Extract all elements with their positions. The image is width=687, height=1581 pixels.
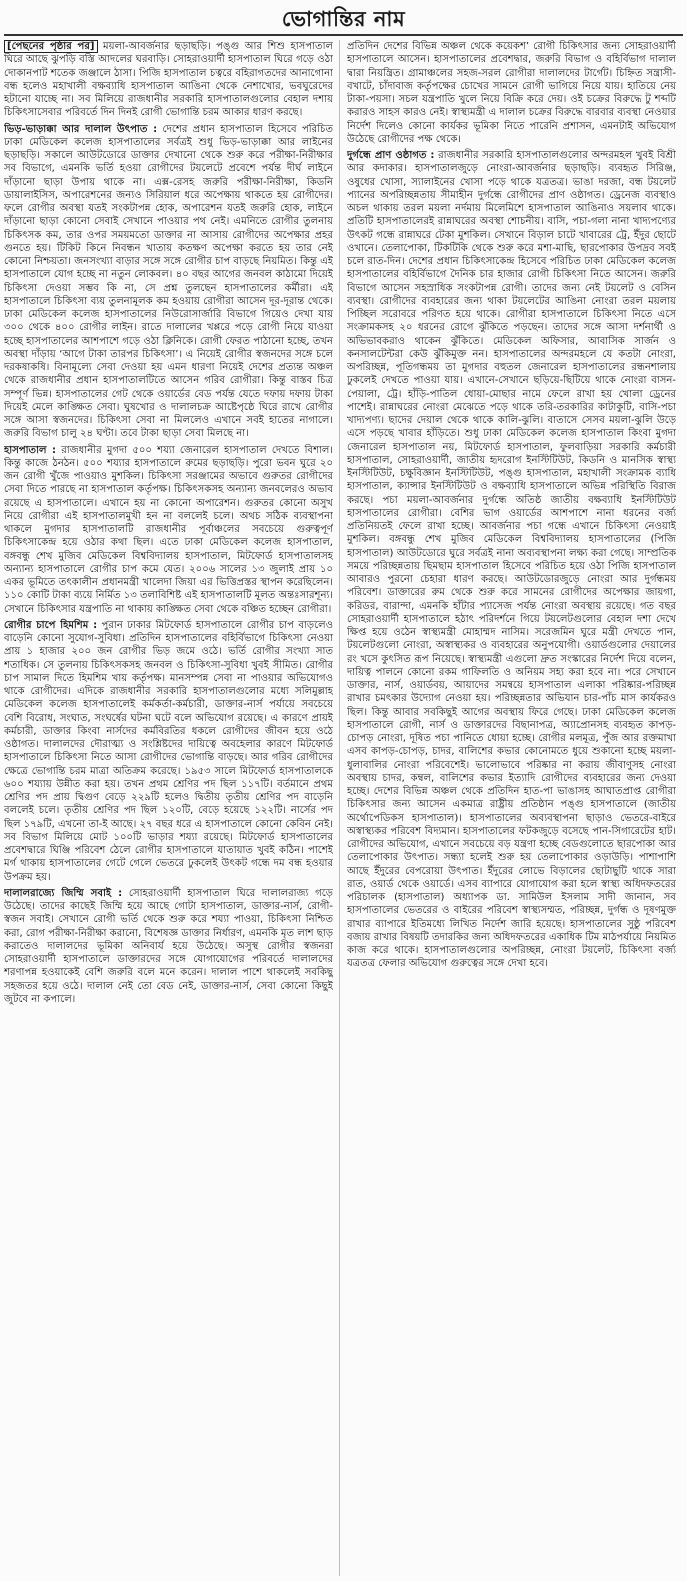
left-column [4, 40, 333, 1576]
right-column [347, 40, 676, 1576]
page-title: ভোগান্তির নাম [281, 7, 406, 31]
paragraph-text: দেশের প্রধান হাসপাতাল হিসেবে পরিচিত ঢাকা মেডিকেল কলেজ হাসপাতালের সর্বত্রই শুধু ভিড়-ভাড়াক্কা আর লাইনের ছড়াছড়ি। সকালে আউটডোরে ডাক্তার দেখানো থেকে শুরু করে পরীক্ষা-নিরীক্ষার সব বিভাগে, এমনকি ভর্তি হওয়া রোগীদের টয়লেটে প্রবেশে পর্যন্ত দীর্ঘ লাইনে দাঁড়ানো ছাড়া উপায় থাকে না। এক্স-রেসহ জরুরি পরীক্ষা-নিরীক্ষা, কিডনি ডায়ালাইসিস, অপারেশনের জন্যও সিরিয়াল ধরে অপেক্ষায় থাকতে হয় রোগীদের। ফলে রোগীর অবস্থা যতই সংকটাপন্ন হোক, অপারেশন যতই জরুরি হোক, লাইনে দাঁড়ানো ছাড়া কোনো সেবাই সেখানে পাওয়ার পথ নেই। এমনিতে রোগীর তুলনায় চিকিৎসক কম, তার ওপর সময়মতো ডাক্তার না আসায় রোগীদের অপেক্ষার প্রহর গুনতে হয়। টিকিট কিনে নিবন্ধন খাতায় কতক্ষণ অপেক্ষা করতে হয় তার নেই কোনো নিশ্চয়তা। জনসংখ্যা বাড়ার সঙ্গে সঙ্গে রোগীর চাপ বাড়ছে নিয়মিত। কিন্তু এই হাসপাতালে যোগ হচ্ছে না নতুন লোকবল। ৪০ বছর আগের জনবল কাঠামো দিয়েই চিকিৎসা দেওয়া সম্ভব কি না, সে প্রশ্ন তুলছেন হাসপাতালের কর্মীরা। এই হাসপাতালে চিকিৎসা ব্যয় তুলনামূলক কম হওয়ায় রোগীরা আসেন দূর-দূরান্ত থেকে। ঢাকা মেডিকেল কলেজ হাসপাতালের নিউরোসার্জারি বিভাগে গিয়েও দেখা যায় ৩০০ থেকে ৪০০ রোগীর লাইন। রাতে দালালের খপ্পরে পড়ে রোগী নিয়ে যাওয়া হচ্ছে হাসপাতালের আশপাশে গড়ে ওঠা ক্লিনিকে। রোগী ফেরত পাঠানো হচ্ছে, তখন অবস্থা দাঁড়ায় ‘আগে টাকা তারপর চিকিৎসা’। এ নিয়েই রোগীর স্বজনদের সঙ্গে চলে দরকষাকষি। বিনামূল্যে সেবা দেওয়া হয় এমন ধারণা নিয়েই দেশের প্রত্যন্ত অঞ্চল থেকে রাজধানীর প্রধান হাসপাতালটিতে আসেন গরিব রোগীরা। কিন্তু বাস্তব চিত্র সম্পূর্ণ ভিন্ন। হাসপাতালের গেট থেকে ওয়ার্ডের বেড পর্যন্ত যেতে দফায় দফায় টাকা দিয়েই মেলে কাঙ্ক্ষিত সেবা। ঘুষখোর ও দালালচক্র আষ্টেপৃষ্ঠে ঘিরে রাখে রোগীর সঙ্গে আসা স্বজনদের। চিকিৎসা সেবা না মিললেও এখানে সবই হাতের নাগালে। জরুরি বিভাগ চালু ২৪ ঘণ্টা। তবে টাকা ছাড়া সেবা মিলছে না। [4, 123, 333, 440]
paragraph-text: রাজধানীর সরকারি হাসপাতালগুলোর অন্দরমহল খুবই বিশ্রী আর কদাকার। হাসপাতালজুড়ে নোংরা-আবর্জনার ছড়াছড়ি। ব্যবহৃত সিরিঞ্জ, ওষুধের খোসা, স্যালাইনের খোসা পড়ে থাকে যত্রতত্র। ভাঙা দরজা, বন্ধ টয়লেট প্যানের অপরিচ্ছন্নতায় সীমাহীন দুর্গন্ধে রোগীদের প্রাণ ওষ্ঠাগত। ড্রেনেজ ব্যবস্থাও অচল থাকায় তরল ময়লা নর্দমায় মিলেমিশে হাসপাতাল আঙিনাও সয়লাব থাকে। প্রতিটি হাসপাতালেরই রান্নাঘরের অবস্থা শোচনীয়। বাসি, পচা-গলা নানা খাদ্যপণ্যের উৎকট গন্ধে রান্নাঘরে টেকা মুশকিল। সেখানে বিড়াল চাটে খাবারের ট্রে, ইঁদুর ছোটে ওখানে। তেলাপোকা, টিকটিকি থেকে শুরু করে মশা-মাছি, ছারপোকার উপদ্রব সবই চলে রাত-দিন। দেশের প্রধান চিকিৎসাকেন্দ্র হিসেবে পরিচিত ঢাকা মেডিকেল কলেজ হাসপাতালের বহির্বিভাগে দৈনিক চার হাজার রোগী চিকিৎসা নিতে আসেন। জরুরি বিভাগে আসেন সহস্রাধিক সংকটাপন্ন রোগী। তাদের জন্য নেই টয়লেট ও বেসিন ব্যবস্থা। রোগীদের ব্যবহারের জন্য থাকা টয়লেটের আঙিনা নোংরা তরল ময়লায় পিচ্ছিল সরোবরে পরিণত হয়ে থাকে। রোগীরা হাসপাতালে চিকিৎসা নিতে এসে সংক্রামকসহ ২০ ধরনের রোগে ঝুঁকিতে পড়ছেন। তাদের সঙ্গে আসা দর্শনার্থী ও অভিভাবকরাও থাকেন ঝুঁকিতে। মেডিকেল অফিসার, আবাসিক সার্জন ও কনসালটেন্টরা কেউ ঝুঁকিমুক্ত নন। হাসপাতালের অন্দরমহলে যে কতটা নোংরা, অপরিচ্ছন্ন, পূতিগন্ধময় তা মুগদার বহুতল জেনারেল হাসপাতালের রন্ধনশালায় ঢুকলেই দেখতে পাওয়া যায়। এখানে-সেখানে ছড়িয়ে-ছিটিয়ে থাকে নোংরা বাসন-পেয়ালা, ট্রে। হাঁড়ি-পাতিল ধোয়া-মোছার নামে ফেলে রাখা হয় খোলা ড্রেনের পাশেই। রান্নাঘরের নোংরা মেঝেতে পড়ে থাকে তরি-তরকারির কাটাকুটি, বাসি-পচা খাদ্যপণ্য। ছাদের দেয়াল থেকে থাকে কালি-ঝুলি। বাতাসে সেসব ময়লা-ঝুলি উড়ে এসে পড়ছে খাবার হাঁড়িতে। শুধু ঢাকা মেডিকেল কলেজ হাসপাতাল কিংবা মুগদা জেনারেল হাসপাতাল নয়, মিটফোর্ড হাসপাতাল, ফুলবাড়িয়া সরকারি কর্মচারী হাসপাতাল, সোহরাওয়ার্দী, জাতীয় হৃদরোগ ইনস্টিটিউট, কিডনি ও মানসিক স্বাস্থ্য ইনস্টিটিউট, চক্ষুবিজ্ঞান ইনস্টিটিউট, পঙ্গু হাসপাতাল, মহাখালী সংক্রামক ব্যাধি হাসপাতাল, ক্যান্সার ইনস্টিটিউট ও বক্ষব্যাধি হাসপাতালে অভিন্ন পরিস্থিতি বিরাজ করছে। পচা ময়লা-আবর্জনার দুর্গন্ধে অতিষ্ঠ জাতীয় বক্ষব্যাধি ইনস্টিটিউট হাসপাতালের রোগীরা। বেশির ভাগ ওয়ার্ডের আশপাশে নানা ধরনের বর্জ্য প্রতিনিয়তই ফেলে রাখা হচ্ছে। আবর্জনার পচা গন্ধে এখানে চিকিৎসা নেওয়াই মুশকিল। বঙ্গবন্ধু শেখ মুজিব মেডিকেল বিশ্ববিদ্যালয় হাসপাতালের (পিজি হাসপাতাল) আউটডোরে ঘুরে সর্বত্রই নানা অব্যবস্থাপনা লক্ষ্য করা গেছে। সাম্প্রতিক সময়ে পরিচ্ছন্নতায় ছিমছাম হাসপাতাল হিসেবে পরিচিত হয়ে ওঠা পিজি হাসপাতাল আবারও পুরনো চেহারা ধারণ করছে। আউটডোরজুড়ে নোংরা আর দুর্গন্ধময় পরিবেশ। ডাক্তারের রুম থেকে শুরু করে সামনের রোগীদের অপেক্ষার জায়গা, করিডর, বারান্দা, এমনকি হাঁটার প্যাসেজ পর্যন্ত নোংরা অবস্থায় রয়েছে। গত বছর সোহরাওয়ার্দী হাসপাতালে হঠাৎ পরিদর্শনে গিয়ে টয়লেটগুলোর বেহাল দশা দেখে ক্ষিপ্ত হয়ে ওঠেন স্বাস্থ্যমন্ত্রী মোহাম্মদ নাসিম। সরেজমিন ঘুরে মন্ত্রী দেখতে পান, টয়লেটগুলো নোংরা, অস্বাস্থ্যকর ও ব্যবহারের অনুপযোগী। ওয়ার্ডগুলোর দেয়ালের রং খসে কুৎসিত রূপ নিয়েছে। স্বাস্থ্যমন্ত্রী এগুলো দ্রুত সংস্কারের নির্দেশ দিয়ে বলেন, দায়িত্ব পালনে কোনো রকম গাফিলতি ও অনিয়ম সহ্য করা হবে না। পরে সেখানে ডাক্তার, নার্স, ওয়ার্ডবয়, আয়াদের সমন্বয়ে হাসপাতাল এলাকা পরিষ্কার-পরিচ্ছন্ন রাখার চমৎকার উদ্যোগ নেওয়া হয়। পরিচ্ছন্নতার অভিযান চার-পাঁচ মাস কার্যকরও ছিল। কিন্তু আবার সবকিছুই আগের অবস্থায় ফিরে গেছে। ঢাকা মেডিকেল কলেজ হাসপাতালে রোগী, নার্স ও ডাক্তারদের বিছানাপত্র, অ্যাপ্রোনসহ ব্যবহৃত কাপড়-চোপড় নোংরা, দূষিত পচা পানিতে ধোয়া হচ্ছে। রোগীর মলমূত্র, পুঁজ আর রক্তমাখা এসব কাপড়-চোপড়, চাদর, বালিশের কভার কোনোমতে ধুয়ে শুকানো হচ্ছে ময়লা-ধুলাবালির নোংরা পরিবেশেই। ভালোভাবে পরিষ্কার না করায় জীবাণুসহ নোংরা অবস্থায় চাদর, কম্বল, বালিশের কভার ইত্যাদি রোগীদের ব্যবহারের জন্য দেওয়া হচ্ছে। দেশের বিভিন্ন অঞ্চল থেকে প্রতিদিন হাত-পা ভাঙাসহ আঘাতপ্রাপ্ত রোগীরা চিকিৎসার জন্য আসেন একমাত্র রাষ্ট্রীয় প্রতিষ্ঠান পঙ্গু হাসপাতালে (জাতীয় অর্থোপেডিকস হাসপাতাল)। হাসপাতালের অব্যবস্থাপনা ছাড়াও ভেতরে-বাইরে অস্বাস্থ্যকর পরিবেশ বিদ্যমান। হাসপাতালের ফটকজুড়ে বসেছে পান-সিগারেটের হাট। রোগীদের অভিযোগ, এখানে সবচেয়ে বড় যন্ত্রণা হচ্ছে বেডগুলোতে ছারপোকা আর তেলাপোকার উৎপাত। সন্ধ্যা হলেই শুরু হয় তেলাপোকার ওড়াউড়ি। পাশাপাশি আছে ইঁদুরের বেপরোয়া উৎপাত। ইঁদুরের লোভে বিড়ালের ছোটাছুটি থাকে সারা রাত, ওয়ার্ড থেকে ওয়ার্ডে। এসব ব্যাপারে যোগাযোগ করা হলে স্বাস্থ্য অধিদফতরের পরিচালক (হাসপাতাল) অধ্যাপক ডা. সামিউল ইসলাম সাদী জানান, সব হাসপাতালের ভেতরের ও বাইরের পরিবেশ স্বাস্থ্যসম্মত, পরিচ্ছন্ন, দুর্গন্ধ ও দূষণমুক্ত রাখার ব্যাপারে ইতিমধ্যে লিখিত নির্দেশ জারি হয়েছে। হাসপাতালের সুষ্ঠু পরিবেশ বজায় রাখার বিষয়টি তদারকির জন্য অধিদফতরের একাধিক টিম মাঠপর্যায়ে নিয়মিত কাজ করে থাকে। হাসপাতালগুলোর অপরিচ্ছন্ন, নোংরা টয়লেট, চিকিৎসা বর্জ্য যত্রতত্র ফেলার অভিযোগ গুরুত্বের সঙ্গে দেখা হবে। [347, 150, 676, 970]
paragraph-text: সোহরাওয়ার্দী হাসপাতাল ঘিরে দালালরাজ্য গড়ে উঠেছে। তাদের কাছেই জিম্মি হয়ে আছে গোটা হাসপাতাল, ডাক্তার-নার্স, রোগী-স্বজন সবাই। সেখানে রোগী ভর্তি থেকে শুরু করে শয্যা পাওয়া, চিকিৎসা নিশ্চিত করা, রোগ পরীক্ষা-নিরীক্ষা করানো, বিশেষজ্ঞ ডাক্তার নির্ধারণ, এমনকি মৃত লাশ ছাড় করাতেও দালালদের ভূমিকা অনিবার্য হয়ে উঠেছে। অসুস্থ রোগীর স্বজনরা সোহরাওয়ার্দী হাসপাতালে ডাক্তারদের সঙ্গে যোগাযোগের পরিবর্তে দালালদের শরণাপন্ন হওয়াকেই বেশি জরুরি বলে মনে করেন। দালাল পাশে থাকলেই সবকিছু সহজতর হয়ে ওঠে। দালাল নেই তো বেড নেই, ডাক্তার-নার্স, সেবা কোনো কিছুই জুটবে না কপালে। [4, 887, 333, 1005]
paragraph-text: প্রতিদিন দেশের বিভিন্ন অঞ্চল থেকে কয়েকশ’ রোগী চিকিৎসার জন্য সোহরাওয়ার্দী হাসপাতালে আসেন। হাসপাতালের প্রবেশদ্বার, জরুরি বিভাগ ও বহির্বিভাগ দালাল দ্বারা নিয়ন্ত্রিত। গ্রামাঞ্চলের সহজ-সরল রোগীরা দালালদের টার্গেট। চিহ্নিত সন্ত্রাসী-বখাটে, চাঁদাবাজ কর্তৃপক্ষের চোখের সামনে রোগী ভাগিয়ে নিয়ে যায়। হাতিয়ে নেয় টাকা-পয়সা। সচল যন্ত্রপাতি খুলে নিয়ে বিক্রি করে দেয়। ওই চক্রের বিরুদ্ধে টু শব্দটি করারও সাহস কারও নেই। স্বাস্থ্যমন্ত্রী এ দালাল চক্রের বিরুদ্ধে বারবার ব্যবস্থা নেওয়ার নির্দেশ দিলেও কোনো কার্যকর ভূমিকা নিতে পারেনি প্রশাসন, এমনটাই অভিযোগ উঠেছে রোগীদের পক্ষ থেকে। [347, 41, 676, 145]
section-lead: দুর্গন্ধে প্রাণ ওষ্ঠাগত : [347, 150, 435, 161]
article-paragraph [4, 619, 333, 884]
paragraph-text: পুরান ঢাকার মিটফোর্ড হাসপাতালে রোগীর চাপ বাড়লেও বাড়েনি কোনো সুযোগ-সুবিধা। প্রতিদিন হাসপাতালের বহির্বিভাগে চিকিৎসা নেওয়া প্রায় ১ হাজার ২০০ জন রোগীর ভিড় জমে ওঠে। ভর্তি রোগীর সংখ্যা সাত শতাধিক। সে তুলনায় চিকিৎসকসহ জনবল ও চিকিৎসা-সুবিধা খুবই সীমিত। রোগীর চাপ সামাল দিতে হিমশিম খায় কর্তৃপক্ষ। মানসম্পন্ন সেবা না পাওয়ার অভিযোগও থাকে রোগীদের। এদিকে রাজধানীর সরকারি হাসপাতালগুলোর মধ্যে সলিমুল্লাহ মেডিকেল কলেজ হাসপাতালেই কর্মকর্তা-কর্মচারী, ডাক্তার-নার্স পর্যায়ে সবচেয়ে বেশি বিরোধ, সংঘাত, সংঘর্ষের ঘটনা ঘটে বলে অভিযোগ রয়েছে। এ কারণে প্রায়ই কর্মচারী, ডাক্তার কিংবা নার্সদের কর্মবিরতির ধকলে রোগীদের জীবন হয়ে ওঠে ওষ্ঠাগত। দালালদের দৌরাত্ম্য ও সংশ্লিষ্টদের দায়িত্বে অবহেলার কারণে মিটফোর্ড হাসপাতালে চিকিৎসা নিতে আসা রোগীদের ভোগান্তি বাড়ছে। আর গরিব রোগীদের ক্ষেত্রে ভোগান্তি চরম মাত্রা অতিক্রম করেছে। ১৯৫৩ সালে মিটফোর্ড হাসপাতালকে ৬০০ শয্যায় উন্নীত করা হয়। তখন প্রথম শ্রেণির পদ ছিল ১১৭টি। বর্তমানে প্রথম শ্রেণির পদ প্রায় দ্বিগুণ বেড়ে ২২৯টি হলেও দ্বিতীয় তৃতীয় শ্রেণির পদ বাড়েনি বললেই চলে। তৃতীয় শ্রেণির পদ ছিল ১২০টি, বেড়ে হয়েছে ১২২টি। নার্সের পদ ছিল ১৭৯টি, এখনো তা-ই আছে। ২৭ বছর ধরে এ হাসপাতালে কোনো কেবিন নেই। সব বিভাগ মিলিয়ে মোট ১০০টি ভাড়ার শয্যা রয়েছে। মিটফোর্ড হাসপাতালের প্রবেশদ্বারে ঘিঞ্জি পরিবেশ ঠেলে রোগীর হাসপাতালে যাতায়াত খুবই কঠিন। পাশেই মর্গ থাকায় হাসপাতালের গেটে গেলে ভেতরে ঢুকলেই উৎকট গন্ধে দম বন্ধ হওয়ার উপক্রম হয়। [4, 619, 333, 883]
article-paragraph [4, 887, 333, 1006]
paragraph-text: ময়লা-আবর্জনার ছড়াছড়ি। পঙ্গু আর শিশু হাসপাতাল ঘিরে আছে ঝুপড়ি বস্তি আদলের ঘরবাড়ি। সোহরাওয়ার্দী হাসপাতাল ঘিরে গড়ে ওঠা দোকানপাট শতেক জঞ্জালে ঠাসা। পিজি হাসপাতাল চত্বরে বহিরাগতদের আনাগোনা বন্ধ হলেও মহাখালী বক্ষব্যাধি হাসপাতাল আঙিনা থেকে নেশাখোর, ভবঘুরেদের হটানো যাচ্ছে না। সব মিলিয়ে রাজধানীর সরকারি হাসপাতালগুলোর বেহাল দশায় চিকিৎসাসেবার পরিবর্তে দিন দিনই রোগী ভোগান্তি চরম আকার ধারণ করছে। [4, 41, 333, 119]
headline-area [0, 4, 687, 38]
title-rule [4, 34, 683, 36]
column-divider [339, 40, 340, 1576]
section-lead: হাসপাতাল : [4, 444, 57, 456]
paragraph-text: রাজধানীর মুগদা ৫০০ শয্যা জেনারেল হাসপাতাল দেখতে বিশাল। কিন্তু কাজে ঠনঠন। ৫০০ শয্যার হাসপাতালে রুমের ছড়াছড়ি। পুরো ভবন ঘুরে ২০ জন রোগী খুঁজে পাওয়াও মুশকিল। চিকিৎসা সরঞ্জামের অভাবে গুরুতর রোগীদের সেবা দিতে পারছে না হাসপাতাল কর্তৃপক্ষ। চিকিৎসকসহ অন্যান্য জনবলেরও অভাব রয়েছে এ হাসপাতালে। এখানে হয় না কোনো অপারেশন। গুরুতর কোনো অসুখ নিয়ে রোগীরা এই হাসপাতালমুখী হন না বললেই চলে। অথচ সঠিক ব্যবস্থাপনা থাকলে মুগদার হাসপাতালটি রাজধানীর পূর্বাঞ্চলের সবচেয়ে গুরুত্বপূর্ণ চিকিৎসাকেন্দ্র হয়ে ওঠার কথা ছিল। এতে ঢাকা মেডিকেল কলেজ হাসপাতাল, বঙ্গবন্ধু শেখ মুজিব মেডিকেল বিশ্ববিদ্যালয় হাসপাতাল, মিটফোর্ড হাসপাতালসহ অন্যান্য হাসপাতালে রোগীর চাপ কমে যেত। ২০০৬ সালের ১৩ জুলাই প্রায় ১০ একর ভূমিতে তৎকালীন প্রধানমন্ত্রী খালেদা জিয়া এর ভিত্তিপ্রস্তর স্থাপন করেছিলেন। ১১০ কোটি টাকা ব্যয়ে নির্মিত ১৩ তলাবিশিষ্ট এই হাসপাতালটি মূলত অন্তঃসারশূন্য। সেখানে চিকিৎসার যন্ত্রপাতি না থাকায় কাঙ্ক্ষিত সেবা থেকে বঞ্চিত হচ্ছেন রোগীরা। [4, 444, 333, 615]
article-paragraph [4, 444, 333, 616]
section-lead: ভিড়-ভাড়াক্কা আর দালাল উৎপাত : [4, 123, 158, 135]
article-paragraph [4, 123, 333, 441]
section-lead: রোগীর চাপে হিমশিম : [4, 619, 98, 631]
section-lead: [পেছনের পৃষ্ঠার পর] [4, 40, 98, 53]
article-paragraph [4, 40, 333, 120]
section-lead: দালালরাজ্যে জিম্মি সবাই : [4, 887, 123, 899]
article-paragraph [347, 149, 676, 971]
article-paragraph [347, 40, 676, 146]
